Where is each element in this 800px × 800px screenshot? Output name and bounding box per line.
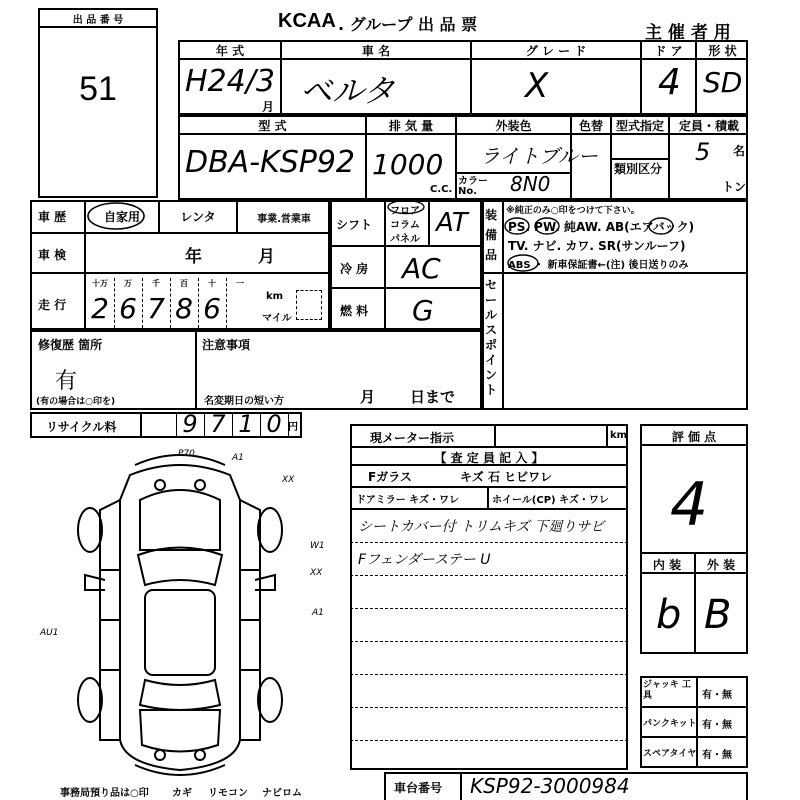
interior-label: 内 装 <box>652 558 682 572</box>
copy-label: 主 催 者 用 <box>645 23 731 43</box>
ton-unit: トン <box>722 180 747 194</box>
tool-puncture-label: パンクキット <box>643 719 697 729</box>
office-item-remote: リモコン <box>208 788 248 799</box>
mileage-digit-header: 十万 <box>92 279 108 288</box>
shift-label: シフト <box>336 218 373 232</box>
displacement-label: 排 気 量 <box>388 119 434 133</box>
exterior-color-label: 外装色 <box>495 119 532 133</box>
tool-jack-label: ジャッキ 工 具 <box>643 680 691 701</box>
score-value: 4 <box>670 470 709 540</box>
office-items-label: 事務局預り品は○印 <box>60 788 149 799</box>
recycle-digit: 7 <box>210 410 226 438</box>
equipment-circle-marks <box>503 213 693 273</box>
mark-right-rear: A1 <box>312 608 324 618</box>
recycle-digit: 1 <box>238 410 254 438</box>
history-circle-mark <box>84 200 164 234</box>
registration-month: 月 <box>360 388 376 406</box>
shape-label: 形 状 <box>708 44 737 58</box>
repair-note: (有の場合は○印を) <box>36 397 116 407</box>
mark-front-bumper: P70 <box>178 449 195 459</box>
equipment-line-2: TV. ナビ. カワ. SR(サンルーフ) <box>508 239 686 253</box>
history-option-rental: レンタ <box>180 210 216 224</box>
meter-label: 現メーター指示 <box>370 431 455 445</box>
recycle-fee-label: リサイクル料 <box>46 420 117 434</box>
lot-number-label: 出 品 番 号 <box>72 15 124 26</box>
mileage-digit: 2 <box>91 292 109 325</box>
history-option-business: 事業.営業車 <box>257 214 311 225</box>
repair-label: 修復歴 箇所 <box>38 338 103 352</box>
type-designation-label: 型式指定 <box>615 119 664 133</box>
fuel-value: G <box>412 294 434 327</box>
equipment-label: 装 備 品 <box>485 208 498 262</box>
type-value: DBA-KSP92 <box>185 145 356 180</box>
comment-line-1: シートカバー付 トリムキズ 下廻りサビ <box>358 519 605 535</box>
aircon-label: 冷 房 <box>340 262 369 276</box>
model-label: 車 名 <box>361 44 391 58</box>
mileage-digit: 7 <box>147 292 165 325</box>
equipment-line-1: PS. PW. 純AW. AB(エアバック) <box>508 220 695 234</box>
shift-value: AT <box>436 208 468 238</box>
sales-points-label: セールスポイント <box>485 278 498 397</box>
meter-unit: km <box>610 430 628 441</box>
lot-number: 51 <box>79 70 117 108</box>
tool-puncture-value: 有・無 <box>702 720 732 731</box>
registration-label: 名変期日の短い方 <box>204 396 284 407</box>
interior-value: b <box>656 592 682 638</box>
color-no-label: カラー No. <box>458 176 488 197</box>
comment-line-2: Fフェンダーステー U <box>358 552 491 568</box>
inspector-section-title: 【 査 定 員 記 入 】 <box>434 451 544 465</box>
mileage-digit-header: 百 <box>180 279 188 288</box>
mark-right-fender: XX <box>282 475 295 485</box>
fuel-label: 燃 料 <box>340 304 369 318</box>
mark-left-side: AU1 <box>40 628 59 638</box>
aircon-value: AC <box>402 252 441 285</box>
tool-jack-value: 有・無 <box>702 690 732 701</box>
mark-right-glass: W1 <box>310 541 325 551</box>
type-label: 型 式 <box>258 119 287 133</box>
notes-label: 注意事項 <box>202 338 251 352</box>
score-label: 評 価 点 <box>671 430 717 444</box>
model-value: ベルタ <box>300 72 395 110</box>
form-title: . グループ 出 品 票 <box>338 15 478 34</box>
recycle-digit: 9 <box>182 410 198 438</box>
mileage-unit-km: km <box>266 291 284 302</box>
mark-front-right: A1 <box>232 453 244 463</box>
mileage-digit: 6 <box>203 292 221 325</box>
category-label: 類別区分 <box>614 162 663 176</box>
shift-circle-mark <box>386 199 430 215</box>
exterior-value: B <box>704 592 732 638</box>
history-option-private: 自家用 <box>103 210 140 224</box>
capacity-unit: 名 <box>733 144 746 158</box>
inspection-year-unit: 年 <box>185 247 202 267</box>
mileage-digit-header: 一 <box>236 279 244 288</box>
office-item-key: カギ <box>172 788 192 799</box>
mileage-digit-header: 十 <box>208 279 216 288</box>
mirror-label: ドアミラー キズ・ワレ <box>356 495 459 506</box>
shift-option-panel: パネル <box>390 234 420 245</box>
color-no-value: 8N0 <box>510 172 551 196</box>
equipment-note: ※純正のみ○印をつけて下さい。 <box>506 206 640 216</box>
tool-spare-value: 有・無 <box>702 750 732 761</box>
shift-option-column: コラム <box>390 220 420 231</box>
brand-logo: KCAA <box>278 10 336 32</box>
grade-label: グ レ ー ド <box>525 44 587 58</box>
inspection-label: 車 検 <box>38 248 67 262</box>
displacement-value: 1000 <box>372 148 444 181</box>
exterior-label: 外 装 <box>706 558 736 572</box>
repair-value: 有 <box>55 369 78 394</box>
equipment-line-3: ABS ・ 新車保証書←(注) 後日送りのみ <box>508 260 689 271</box>
capacity-label: 定員・積載 <box>678 119 739 133</box>
grade-value: X <box>525 66 549 106</box>
chassis-label: 車台番号 <box>394 781 443 795</box>
fglass-label: Fガラス <box>368 470 412 484</box>
inspection-month-unit: 月 <box>258 247 275 267</box>
car-damage-diagram <box>40 440 350 785</box>
mileage-digit-header: 千 <box>152 279 160 288</box>
shift-option-floor: フロア <box>390 206 420 217</box>
recycle-digit: 0 <box>266 410 282 438</box>
exterior-color-value: ライトブルー <box>480 144 598 168</box>
mileage-label: 走 行 <box>38 298 67 312</box>
recycle-unit: 円 <box>288 422 298 433</box>
mileage-digit: 8 <box>175 292 193 325</box>
year-value: H24/3 <box>185 64 275 99</box>
shape-value: SD <box>703 66 743 99</box>
registration-day: 日まで <box>410 388 456 406</box>
history-label: 車 歴 <box>38 210 67 224</box>
tool-spare-label: スペアタイヤ <box>643 749 697 759</box>
color-change-label: 色替 <box>578 119 603 133</box>
chassis-value: KSP92-3000984 <box>470 774 630 798</box>
cc-unit: C.C. <box>430 184 453 195</box>
doors-label: ド ア <box>654 44 683 58</box>
mark-right-door: XX <box>310 568 323 578</box>
fglass-options: キズ 石 ヒビワレ <box>460 470 553 484</box>
mileage-digit-header: 万 <box>124 279 132 288</box>
wheel-label: ホイール(CP) キズ・ワレ <box>492 495 609 506</box>
year-label: 年 式 <box>215 44 245 58</box>
office-item-navirom: ナビロム <box>262 788 302 799</box>
mileage-digit: 6 <box>119 292 137 325</box>
mileage-unit-mile: マイル <box>262 313 292 324</box>
mileage-unit-check <box>296 290 322 320</box>
month-unit: 月 <box>262 100 275 114</box>
capacity-value: 5 <box>695 138 711 166</box>
doors-value: 4 <box>658 62 681 103</box>
